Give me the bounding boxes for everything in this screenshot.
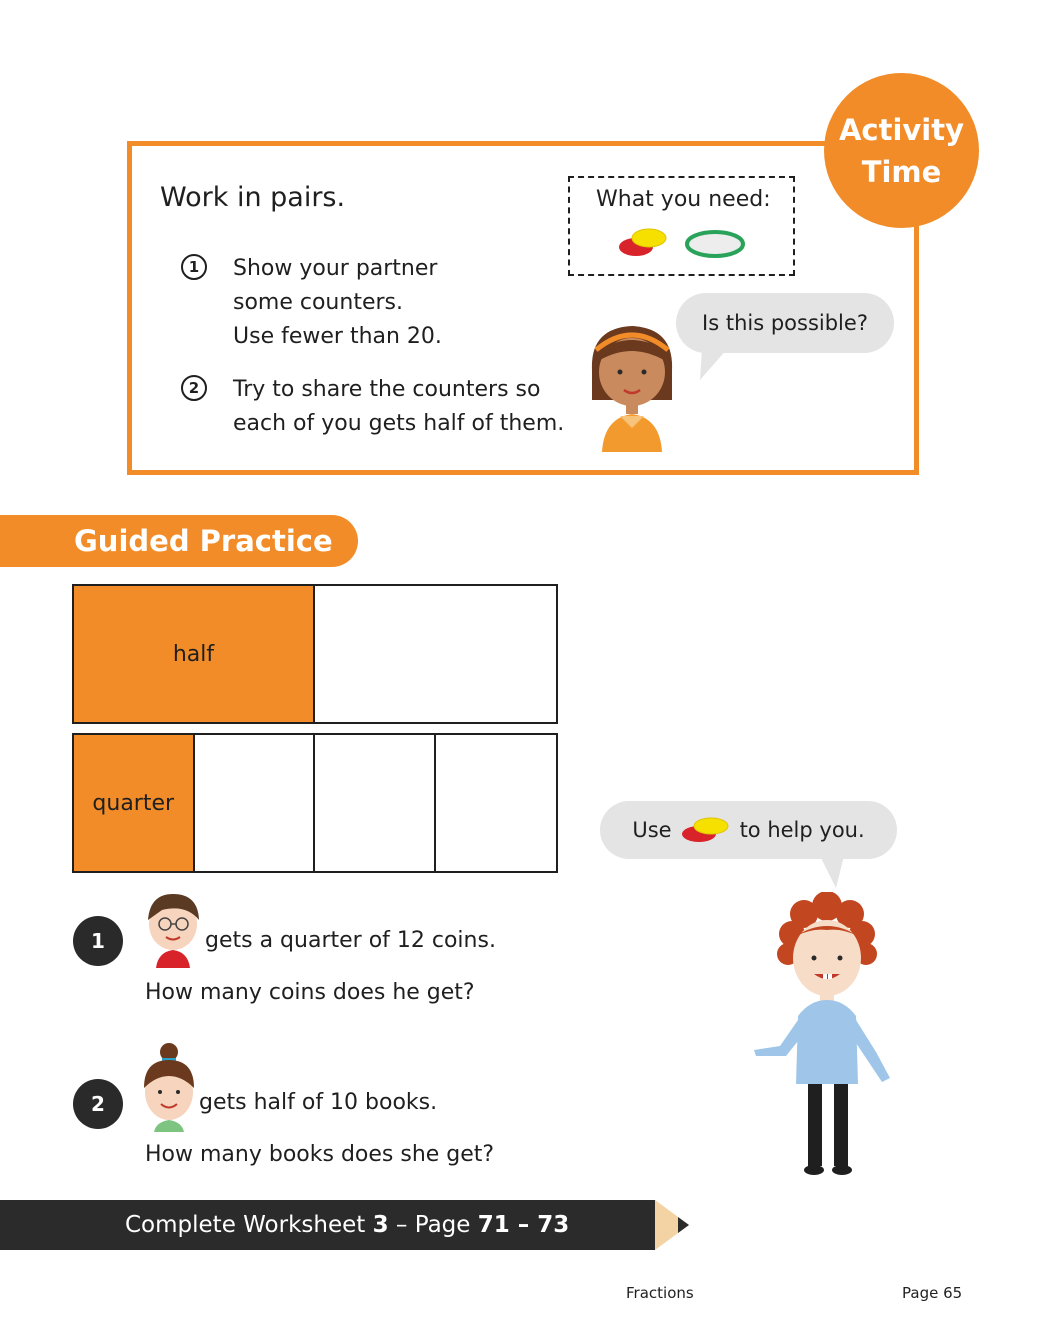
guided-practice-title: Guided Practice bbox=[74, 524, 333, 558]
girl-character-icon bbox=[582, 320, 682, 452]
step-1-line: Show your partner bbox=[233, 256, 438, 281]
speech-bubble-question bbox=[676, 293, 894, 353]
quarter-cell-empty bbox=[436, 735, 557, 871]
step-number-2: 2 bbox=[181, 375, 207, 401]
worksheet-reference bbox=[125, 1206, 569, 1244]
step-1-line: Use fewer than 20. bbox=[233, 324, 442, 349]
hint-speech-bubble bbox=[600, 801, 897, 859]
curly-haired-boy-icon bbox=[752, 892, 902, 1178]
step-1-text bbox=[233, 252, 442, 354]
step-2-line: Try to share the counters so bbox=[233, 377, 541, 402]
quarter-label: quarter bbox=[92, 790, 175, 816]
speech-bubble-tail bbox=[696, 348, 736, 382]
quarter-cell-shaded bbox=[74, 735, 195, 871]
hint-text-before: Use bbox=[632, 818, 672, 842]
quarters-bar bbox=[72, 733, 558, 873]
halves-bar bbox=[72, 584, 558, 724]
half-cell-shaded bbox=[74, 586, 315, 722]
question-2-text: gets half of 10 books. bbox=[199, 1090, 438, 1115]
quarter-cell-empty bbox=[195, 735, 316, 871]
half-label: half bbox=[172, 641, 215, 667]
question-number-2: 2 bbox=[73, 1079, 123, 1129]
worksheet-pages: 71 – 73 bbox=[477, 1212, 570, 1238]
activity-time-badge bbox=[824, 73, 979, 228]
worksheet-prefix: Complete Worksheet bbox=[125, 1212, 373, 1238]
counters-icon bbox=[680, 813, 732, 847]
question-1-prompt: How many coins does he get? bbox=[145, 980, 475, 1005]
quarter-cell-empty bbox=[315, 735, 436, 871]
materials-label: What you need: bbox=[596, 187, 771, 212]
badge-line: Time bbox=[861, 154, 942, 189]
step-2-text bbox=[233, 373, 564, 441]
hint-text-after: to help you. bbox=[739, 818, 865, 842]
hint-bubble-tail bbox=[818, 856, 848, 890]
half-cell-empty bbox=[315, 586, 556, 722]
question-number-1: 1 bbox=[73, 916, 123, 966]
speech-bubble-text: Is this possible? bbox=[702, 311, 868, 335]
step-2-line: each of you gets half of them. bbox=[233, 411, 565, 436]
girl-with-bun-icon bbox=[138, 1042, 200, 1132]
question-2-prompt: How many books does she get? bbox=[145, 1142, 495, 1167]
worksheet-mid: – Page bbox=[388, 1212, 478, 1238]
footer-topic: Fractions bbox=[626, 1284, 694, 1302]
boy-with-glasses-icon bbox=[142, 890, 204, 968]
badge-line: Activity bbox=[838, 112, 965, 147]
worksheet-number: 3 bbox=[372, 1212, 389, 1238]
step-1-line: some counters. bbox=[233, 290, 403, 315]
question-1-text: gets a quarter of 12 coins. bbox=[205, 928, 496, 953]
footer-page-number: Page 65 bbox=[902, 1284, 963, 1302]
pencil-lead-shape bbox=[678, 1217, 689, 1233]
counters-icon bbox=[614, 224, 754, 264]
activity-title: Work in pairs. bbox=[160, 182, 346, 213]
step-number-1: 1 bbox=[181, 254, 207, 280]
